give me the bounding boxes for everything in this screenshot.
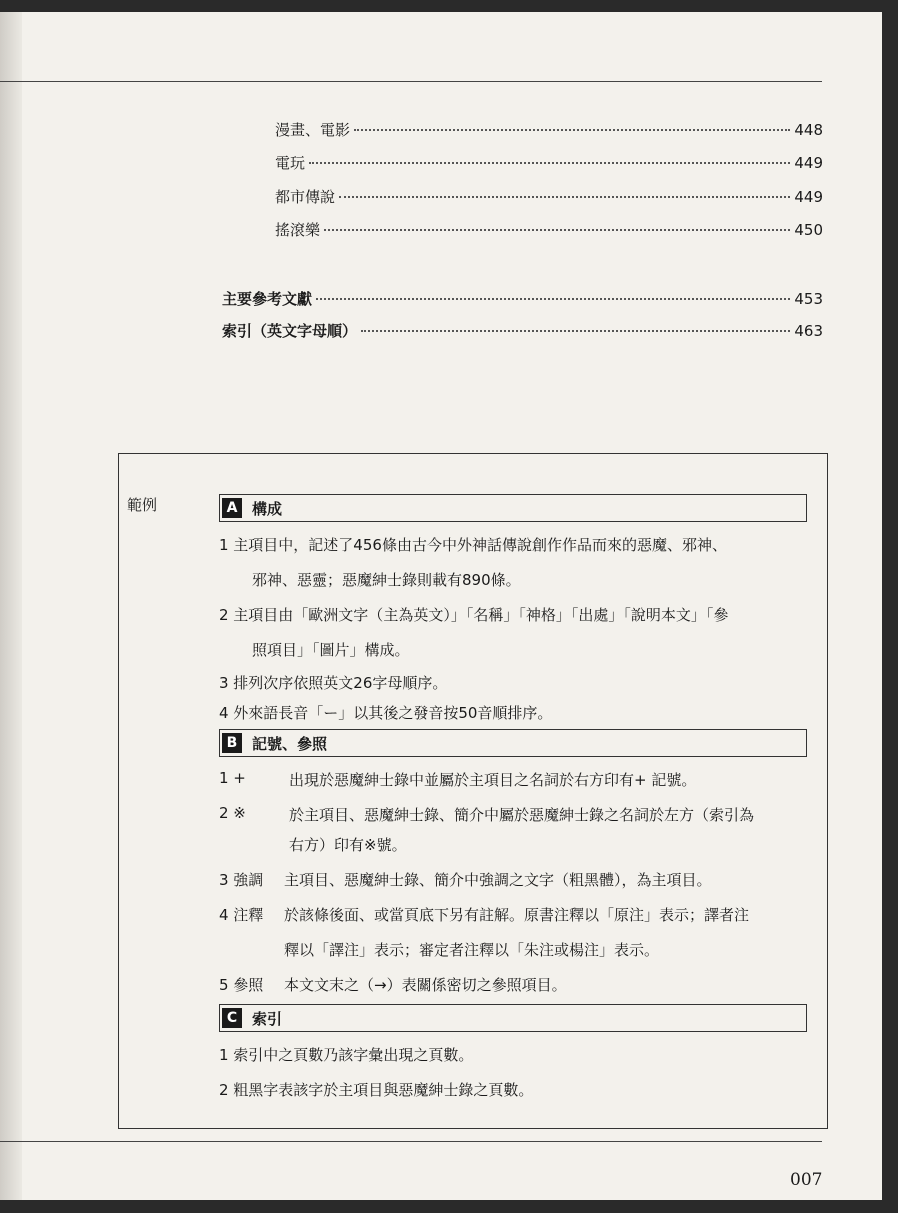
footer-rule — [0, 1141, 822, 1142]
book-page — [0, 12, 882, 1200]
toc-page: 449 — [794, 188, 823, 206]
toc-page: 450 — [794, 221, 823, 239]
section-c-badge: C — [222, 1008, 242, 1028]
toc-page: 448 — [794, 121, 823, 139]
page-gutter — [0, 12, 22, 1200]
toc-label: 索引（英文字母順） — [222, 322, 358, 340]
section-c-header — [219, 1004, 807, 1032]
toc-label: 搖滾樂 — [275, 221, 321, 239]
page-number: 007 — [790, 1170, 823, 1190]
conventions-frame — [118, 453, 828, 1129]
toc-label: 電玩 — [275, 154, 306, 172]
section-c-title: 索引 — [252, 1009, 283, 1028]
text-line: 於該條後面、或當頁底下另有註解。原書注釋以「原注」表示；譯者注 — [284, 906, 750, 924]
toc-entry — [275, 186, 823, 207]
toc-entry — [275, 119, 823, 140]
item-key: 1 + — [219, 769, 246, 787]
toc-entry — [222, 320, 823, 341]
text-line: 3 排列次序依照英文26字母順序。 — [219, 674, 448, 692]
toc-label: 都市傳說 — [275, 188, 336, 206]
toc-entry — [275, 152, 823, 173]
text-line: 本文文末之（→）表關係密切之參照項目。 — [284, 976, 567, 994]
toc-leader — [354, 129, 790, 131]
text-line: 釋以「譯注」表示；審定者注釋以「朱注或楊注」表示。 — [284, 941, 660, 959]
text-line: 1 主項目中，記述了456條由古今中外神話傳說創作作品而來的惡魔、邪神、 — [219, 536, 727, 554]
item-key: 4 注釋 — [219, 906, 264, 924]
text-line: 邪神、惡靈；惡魔紳士錄則載有890條。 — [252, 571, 521, 589]
conventions-heading: 範例 — [127, 496, 158, 514]
toc-entry — [222, 288, 823, 309]
toc-entry — [275, 219, 823, 240]
section-b-header — [219, 729, 807, 757]
toc-leader — [316, 298, 790, 300]
toc-page: 449 — [794, 154, 823, 172]
toc-label: 主要參考文獻 — [222, 290, 313, 308]
section-b-title: 記號、參照 — [252, 734, 328, 753]
text-line: 出現於惡魔紳士錄中並屬於主項目之名詞於右方印有+ 記號。 — [289, 771, 697, 789]
toc-leader — [324, 229, 790, 231]
toc-page: 463 — [794, 322, 823, 340]
text-line: 2 粗黑字表該字於主項目與惡魔紳士錄之頁數。 — [219, 1081, 534, 1099]
toc-leader — [339, 196, 790, 198]
text-line: 照項目」「圖片」構成。 — [252, 641, 410, 659]
text-line: 4 外來語長音「ー」以其後之發音按50音順排序。 — [219, 704, 553, 722]
text-line: 2 主項目由「歐洲文字（主為英文）」「名稱」「神格」「出處」「說明本文」「參 — [219, 606, 729, 624]
text-line: 1 索引中之頁數乃該字彙出現之頁數。 — [219, 1046, 474, 1064]
text-line: 於主項目、惡魔紳士錄、簡介中屬於惡魔紳士錄之名詞於左方（索引為 — [289, 806, 755, 824]
item-key: 2 ※ — [219, 804, 246, 822]
section-a-title: 構成 — [252, 499, 283, 518]
toc-label: 漫畫、電影 — [275, 121, 351, 139]
text-line: 主項目、惡魔紳士錄、簡介中強調之文字（粗黑體），為主項目。 — [284, 871, 712, 889]
item-key: 3 強調 — [219, 871, 264, 889]
text-line: 右方）印有※號。 — [289, 836, 407, 854]
toc-leader — [309, 162, 790, 164]
toc-leader — [361, 330, 790, 332]
section-b-badge: B — [222, 733, 242, 753]
section-a-header — [219, 494, 807, 522]
item-key: 5 參照 — [219, 976, 264, 994]
toc-page: 453 — [794, 290, 823, 308]
header-rule — [0, 81, 822, 82]
section-a-badge: A — [222, 498, 242, 518]
